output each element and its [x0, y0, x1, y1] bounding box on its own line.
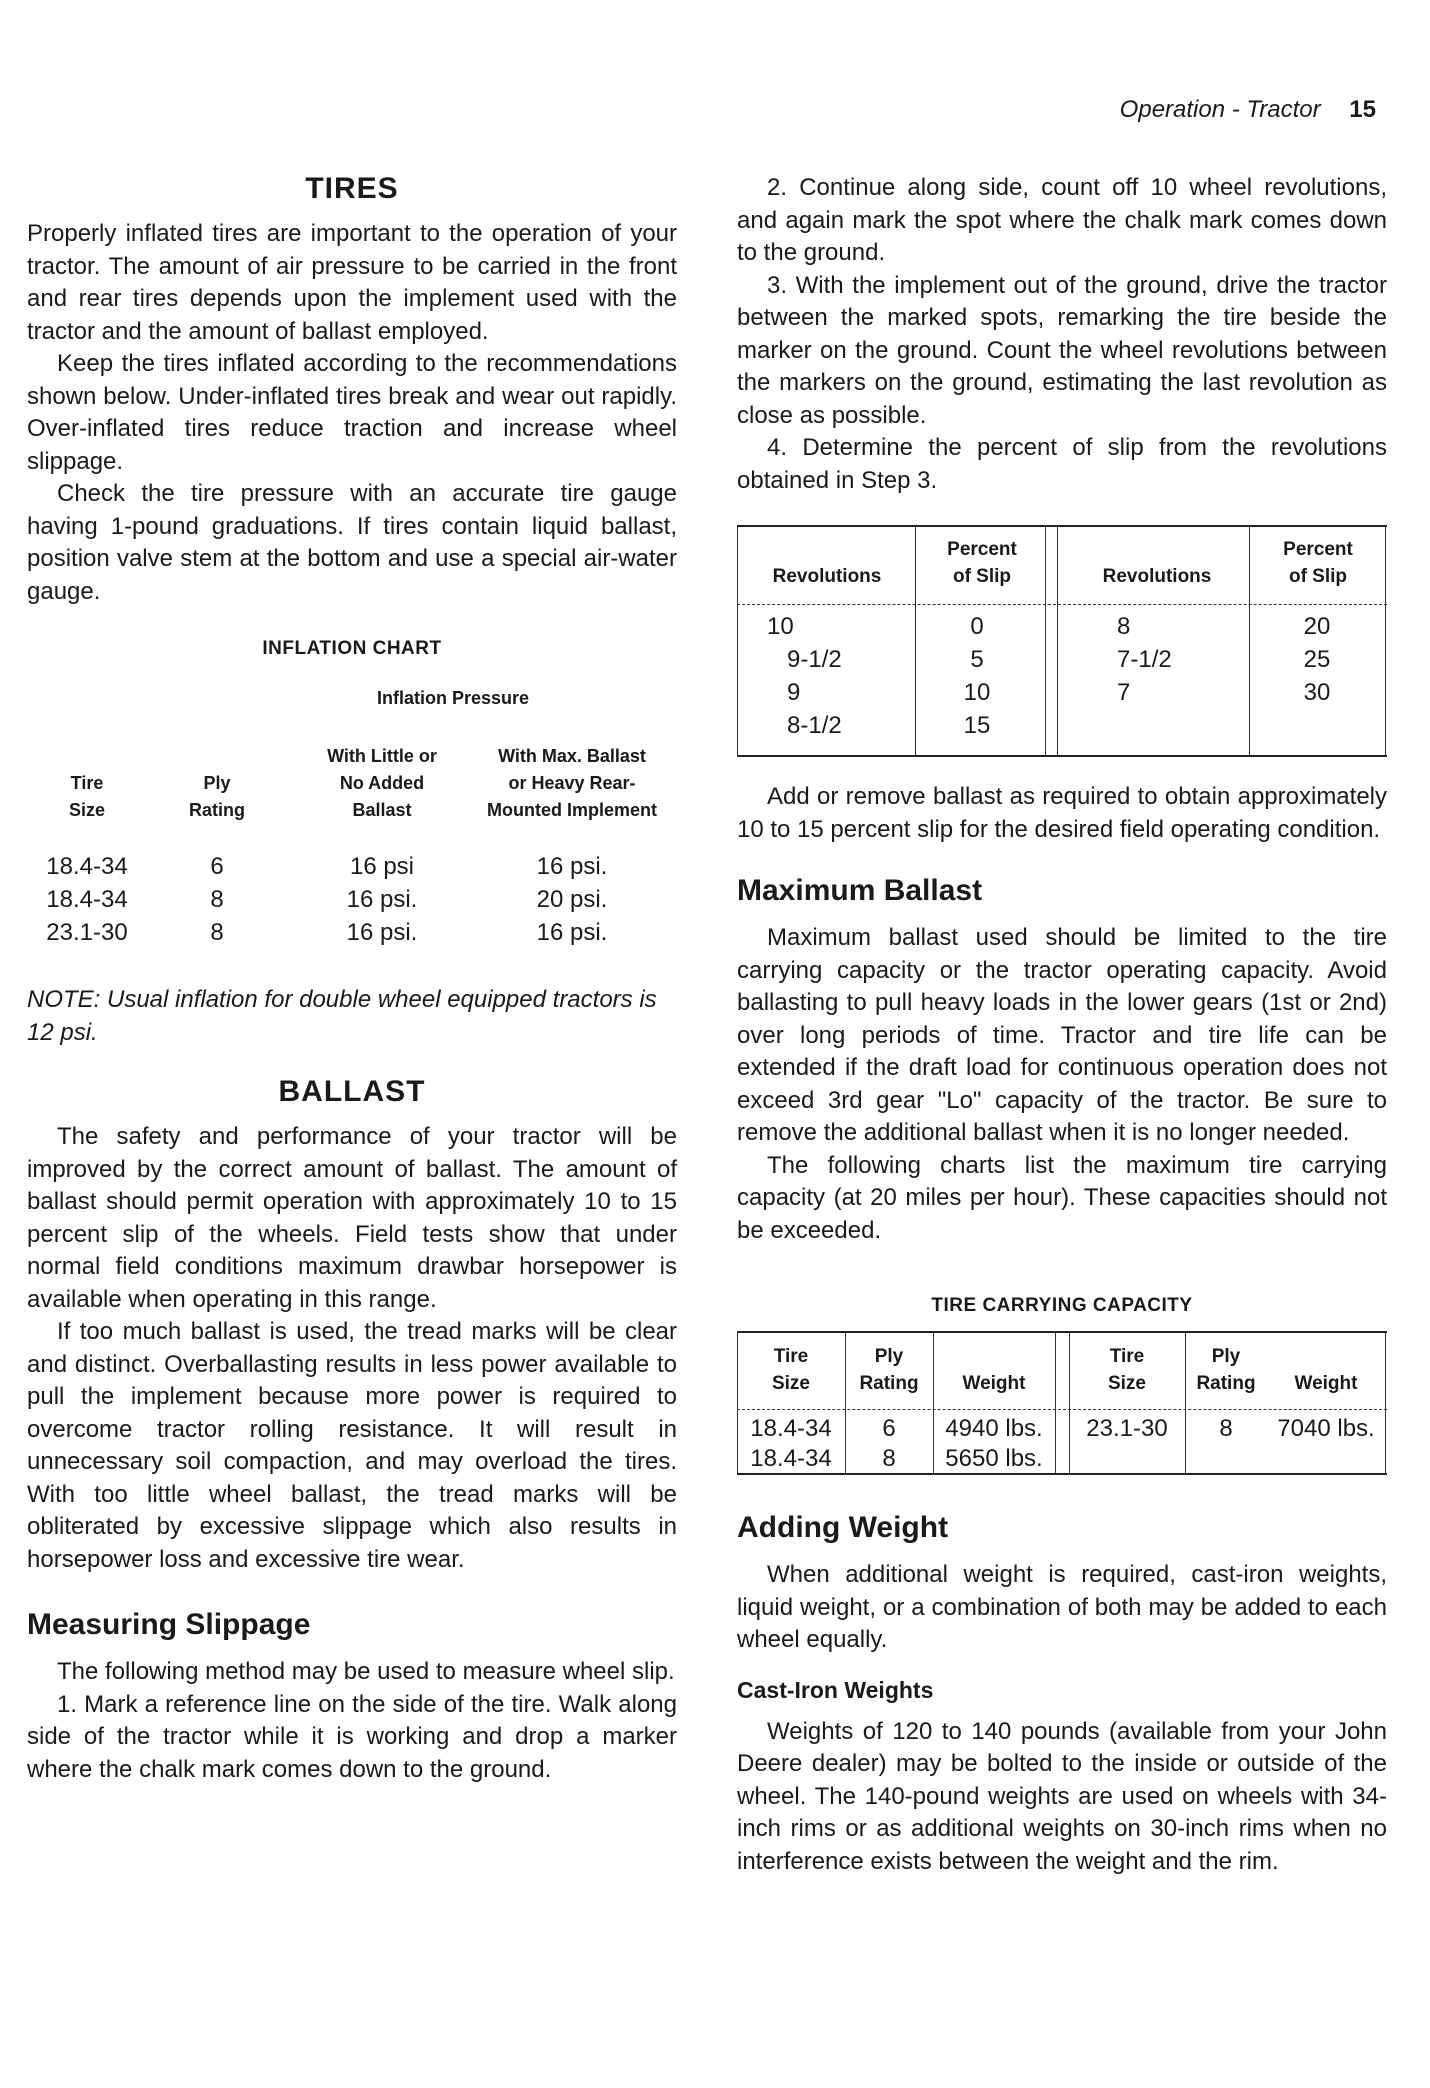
adding-weight-heading: Adding Weight [737, 1511, 949, 1544]
capacity-table-title: TIRE CARRYING CAPACITY [931, 1295, 1193, 1316]
table-cell: 18.4-34 [46, 853, 128, 880]
header-ply-rating: Ply Rating [1196, 1346, 1256, 1394]
ballast-paragraph-2: If too much ballast is used, the tread marks will be clear and distinct. Overballasting results in less power available to pull the implement because more power is required to overcome tractor rolling resistance. It will result in unnecessary soil compaction, and may overload the tires. With too little wheel ballast, the tread marks will be obliterated by excessive slippage which also results in horsepower loss and excessive tire wear. [27, 1318, 677, 1573]
right-column [737, 172, 1387, 1878]
table-cell: 16 psi. [536, 919, 608, 946]
table-cell: 7-1/2 [1117, 646, 1172, 673]
tires-paragraph-3: Check the tire pressure with an accurate tire gauge having 1-pound graduations. If tires contain liquid ballast, position valve stem at the bottom and use a special air-water gauge. [27, 480, 677, 605]
tires-paragraph-2: Keep the tires inflated according to the recommendations shown below. Under-inflated tires break and wear out rapidly. Over-inflated tires reduce traction and increase wheel slippage. [27, 350, 677, 475]
table-cell: 0 [970, 613, 984, 640]
table-cell: 23.1-30 [1086, 1415, 1168, 1442]
inflation-chart [27, 638, 677, 970]
table-cell: 8 [210, 886, 224, 913]
slip-table [737, 525, 1387, 757]
table-cell: 7 [1117, 679, 1131, 706]
table-cell: 6 [210, 853, 224, 880]
header-tire-size: Tire Size [771, 1346, 811, 1394]
table-cell: 18.4-34 [750, 1445, 832, 1472]
left-column [27, 168, 677, 1786]
table-cell: 23.1-30 [46, 919, 128, 946]
measuring-paragraph-1: The following method may be used to measure wheel slip. [57, 1658, 675, 1685]
table-cell: 10 [767, 613, 794, 640]
maximum-ballast-heading: Maximum Ballast [737, 874, 983, 907]
table-cell: 16 psi [349, 853, 415, 880]
inflation-pressure-header: Inflation Pressure [377, 688, 530, 708]
header-ply-rating: Ply Rating [859, 1346, 919, 1394]
adding-weight-paragraph: When additional weight is required, cast-iron weights, liquid weight, or a combination of both may be added to each wheel equally. [737, 1561, 1387, 1653]
table-cell: 8 [1117, 613, 1131, 640]
table-cell: 8 [210, 919, 224, 946]
measuring-paragraph-2: 1. Mark a reference line on the side of the tire. Walk along side of the tractor while it is working and drop a marker where the chalk mark comes down to the ground. [27, 1690, 677, 1783]
header-revolutions: Revolutions [772, 566, 882, 587]
table-cell: 20 [1303, 613, 1331, 640]
capacity-table [737, 1331, 1387, 1475]
table-cell: 18.4-34 [750, 1415, 832, 1442]
table-cell: 8-1/2 [787, 712, 842, 739]
table-cell: 10 [963, 679, 991, 706]
table-cell: 9-1/2 [787, 646, 842, 673]
table-cell: 9 [787, 679, 801, 706]
table-cell: 5 [970, 646, 984, 673]
tires-paragraph-1: Properly inflated tires are important to the operation of your tractor. The amount of air pressure to be carried in the front and rear tires depends upon the implement used with the tractor and the amount of ballast employed. [27, 220, 677, 345]
page-number: 15 [1349, 96, 1376, 123]
table-cell: 20 psi. [536, 886, 608, 913]
header-tire-size: Tire Size [68, 773, 106, 820]
table-cell: 8 [1219, 1415, 1233, 1442]
table-cell: 8 [882, 1445, 896, 1472]
slip-note: Add or remove ballast as required to obtain approximately 10 to 15 percent slip for the desired field operating condition. [737, 783, 1387, 843]
header-weight: Weight [1294, 1373, 1358, 1394]
header-percent-slip: Percent of Slip [1283, 539, 1353, 587]
header-max-ballast: With Max. Ballast or Heavy Rear- Mounted Implement [487, 746, 657, 820]
section-title: Operation - Tractor [1119, 96, 1321, 123]
table-cell: 16 psi. [346, 919, 418, 946]
table-cell: 16 psi. [346, 886, 418, 913]
table-cell: 6 [882, 1415, 896, 1442]
table-cell: 30 [1303, 679, 1331, 706]
header-ply-rating: Ply Rating [189, 773, 245, 820]
table-cell: 5650 lbs. [945, 1445, 1043, 1472]
table-cell: 7040 lbs. [1277, 1415, 1375, 1442]
header-percent-slip: Percent of Slip [947, 539, 1017, 587]
step-4: 4. Determine the percent of slip from the revolutions obtained in Step 3. [737, 434, 1387, 494]
step-3: 3. With the implement out of the ground, drive the tractor between the marked spots, remarking the tire beside the marker on the ground. Count the wheel revolutions between the markers on the ground, estimating the last revolution as close as possible. [737, 271, 1387, 429]
tires-heading: TIRES [305, 172, 399, 205]
page-header [1120, 96, 1376, 124]
inflation-chart-title: INFLATION CHART [262, 638, 442, 659]
ballast-heading: BALLAST [278, 1075, 426, 1108]
table-cell: 16 psi. [536, 853, 608, 880]
inflation-note: NOTE: Usual inflation for double wheel equipped tractors is 12 psi. [27, 986, 657, 1046]
header-revolutions: Revolutions [1102, 566, 1212, 587]
measuring-slippage-heading: Measuring Slippage [27, 1608, 311, 1641]
cast-iron-heading: Cast-Iron Weights [737, 1676, 934, 1703]
header-tire-size: Tire Size [1107, 1346, 1147, 1394]
table-cell: 15 [963, 712, 991, 739]
max-ballast-paragraph-2: The following charts list the maximum tire carrying capacity (at 20 miles per hour). These capacities should not be exceeded. [737, 1151, 1387, 1244]
cast-iron-paragraph: Weights of 120 to 140 pounds (available from your John Deere dealer) may be bolted to the inside or outside of the wheel. The 140-pound weights are used on wheels with 34-inch rims or as additional weights on 30-inch rims when no interference exists between the weight and the rim. [737, 1717, 1387, 1875]
table-cell: 18.4-34 [46, 886, 128, 913]
ballast-paragraph-1: The safety and performance of your tractor will be improved by the correct amount of ballast. The amount of ballast should permit operation with approximately 10 to 15 percent slip of the wheels. Field tests show that under normal field conditions maximum drawbar horsepower is available when operating in this range. [27, 1123, 677, 1313]
table-cell: 4940 lbs. [945, 1415, 1043, 1442]
header-weight: Weight [962, 1373, 1026, 1394]
table-cell: 25 [1303, 646, 1331, 673]
max-ballast-paragraph-1: Maximum ballast used should be limited to the tire carrying capacity or the tractor operating capacity. Avoid ballasting to pull heavy loads in the lower gears (1st or 2nd) over long periods of time. Tractor and tire life can be extended if the draft load for continuous operation does not exceed 3rd gear "Lo" capacity of the tractor. Be sure to remove the additional ballast when it is no longer needed. [737, 924, 1387, 1146]
step-2: 2. Continue along side, count off 10 wheel revolutions, and again mark the spot where the chalk mark comes down to the ground. [737, 174, 1387, 266]
header-little-ballast: With Little or No Added Ballast [327, 746, 437, 820]
